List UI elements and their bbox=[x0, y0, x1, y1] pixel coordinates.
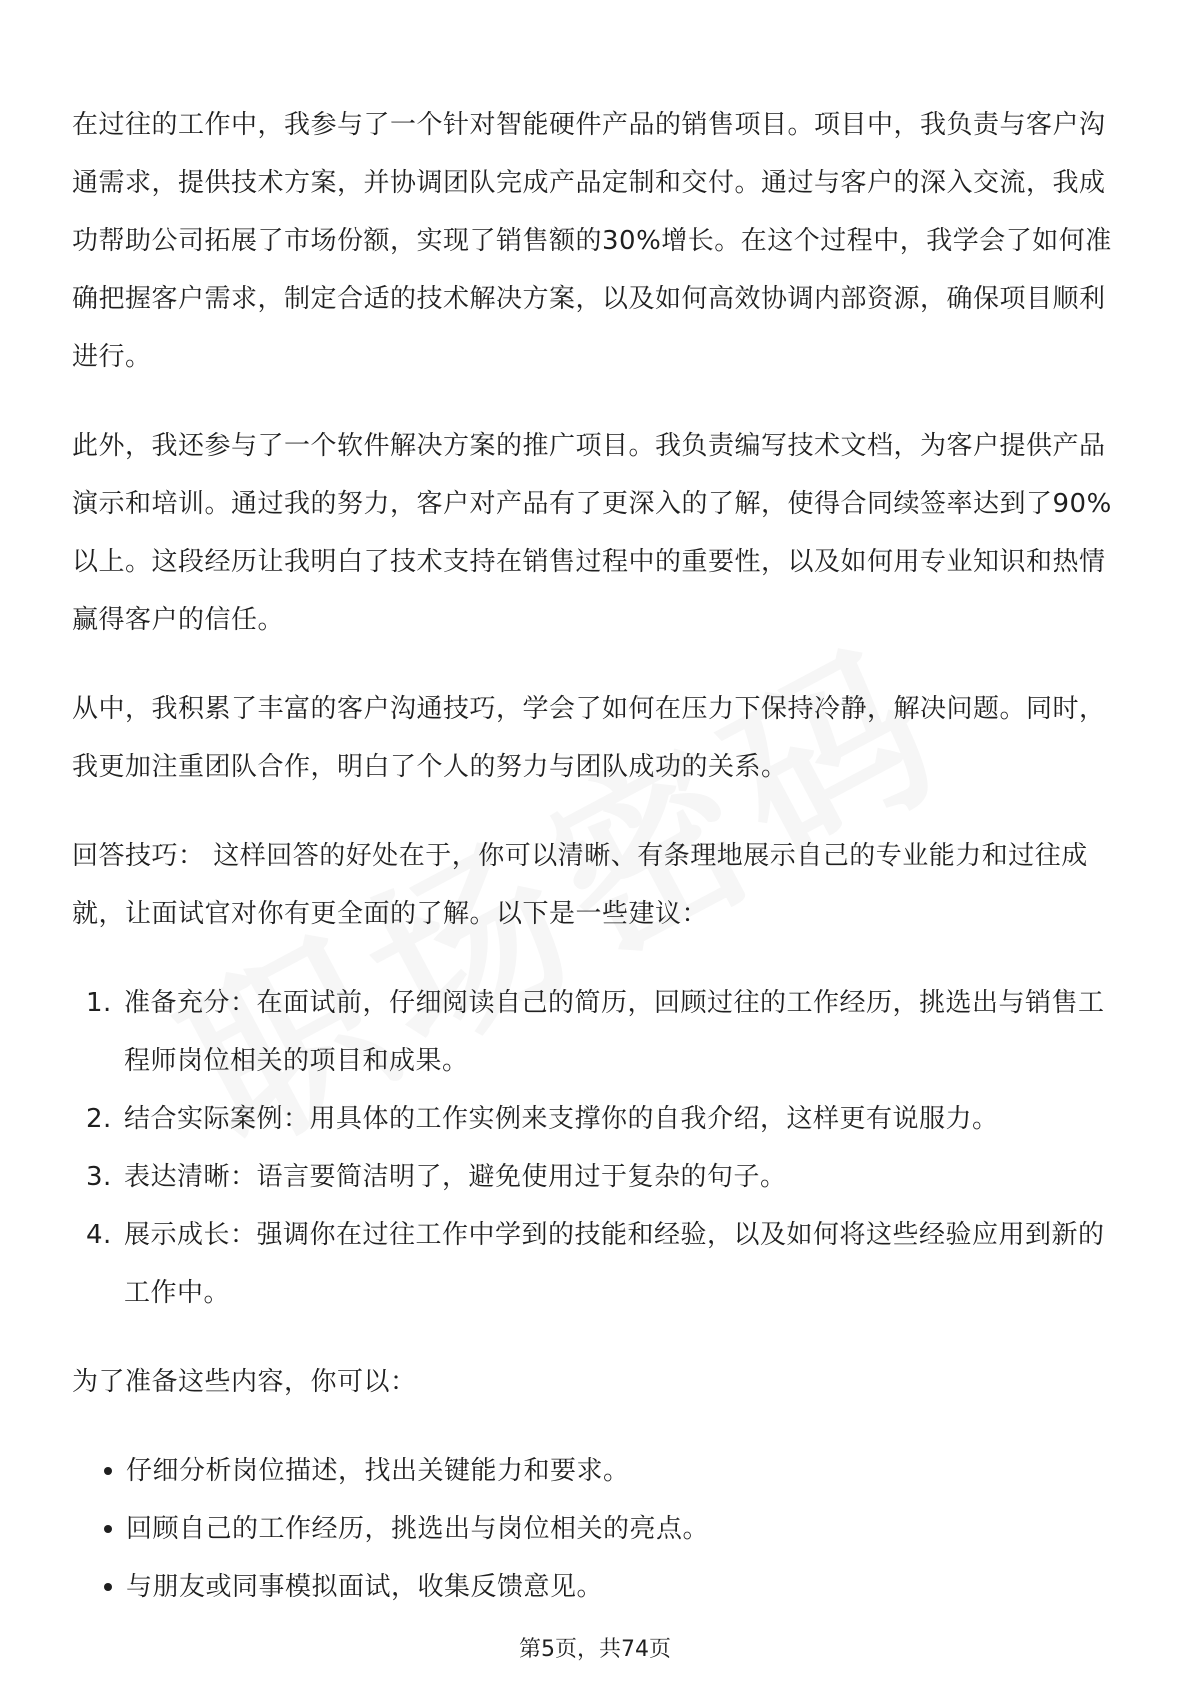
list-number: 4. bbox=[86, 1220, 112, 1250]
list-number: 2. bbox=[86, 1104, 112, 1134]
paragraph-skills-gained: 从中，我积累了丰富的客户沟通技巧，学会了如何在压力下保持冷静，解决问题。同时，我更加注重团队合作，明白了个人的努力与团队成功的关系。 bbox=[72, 694, 1106, 782]
list-item bbox=[72, 1090, 1122, 1148]
paragraph-experience-hardware: 在过往的工作中，我参与了一个针对智能硬件产品的销售项目。项目中，我负责与客户沟通需求，提供技术方案，并协调团队完成产品定制和交付。通过与客户的深入交流，我成功帮助公司拓展了市场份额，实现了销售额的30%增长。在这个过程中，我学会了如何准确把握客户需求，制定合适的技术解决方案，以及如何高效协调内部资源，确保项目顺利进行。 bbox=[72, 110, 1112, 372]
document-body bbox=[72, 96, 1122, 1616]
paragraph-preparation-intro: 为了准备这些内容，你可以： bbox=[72, 1367, 417, 1397]
list-item bbox=[72, 1500, 1122, 1558]
page-number-footer: 第5页，共74页 bbox=[519, 1637, 671, 1662]
list-item-text: 表达清晰：语言要简洁明了，避免使用过于复杂的句子。 bbox=[124, 1162, 787, 1192]
list-item-text: 结合实际案例：用具体的工作实例来支撑你的自我介绍，这样更有说服力。 bbox=[124, 1104, 999, 1134]
bullet-icon bbox=[104, 1583, 112, 1591]
list-item-text: 准备充分：在面试前，仔细阅读自己的简历，回顾过往的工作经历，挑选出与销售工程师岗位相关的项目和成果。 bbox=[124, 988, 1105, 1076]
list-item-text: 回顾自己的工作经历，挑选出与岗位相关的亮点。 bbox=[126, 1514, 710, 1544]
list-number: 3. bbox=[86, 1162, 112, 1192]
list-item bbox=[72, 1148, 1122, 1206]
list-item-text: 展示成长：强调你在过往工作中学到的技能和经验，以及如何将这些经验应用到新的工作中。 bbox=[124, 1220, 1105, 1308]
preparation-bullet-list bbox=[72, 1442, 1122, 1616]
list-item bbox=[72, 1206, 1122, 1322]
bullet-icon bbox=[104, 1525, 112, 1533]
list-item-text: 仔细分析岗位描述，找出关键能力和要求。 bbox=[126, 1456, 630, 1486]
list-item-text: 与朋友或同事模拟面试，收集反馈意见。 bbox=[126, 1572, 604, 1602]
list-item bbox=[72, 1558, 1122, 1616]
paragraph-answer-tips: 回答技巧： 这样回答的好处在于，你可以清晰、有条理地展示自己的专业能力和过往成就，让面试官对你有更全面的了解。以下是一些建议： bbox=[72, 841, 1088, 929]
tips-numbered-list bbox=[72, 974, 1122, 1322]
list-item bbox=[72, 1442, 1122, 1500]
list-number: 1. bbox=[86, 988, 112, 1018]
list-item bbox=[72, 974, 1122, 1090]
bullet-icon bbox=[104, 1467, 112, 1475]
paragraph-experience-software: 此外，我还参与了一个软件解决方案的推广项目。我负责编写技术文档，为客户提供产品演示和培训。通过我的努力，客户对产品有了更深入的了解，使得合同续签率达到了90%以上。这段经历让我明白了技术支持在销售过程中的重要性，以及如何用专业知识和热情赢得客户的信任。 bbox=[72, 431, 1112, 635]
